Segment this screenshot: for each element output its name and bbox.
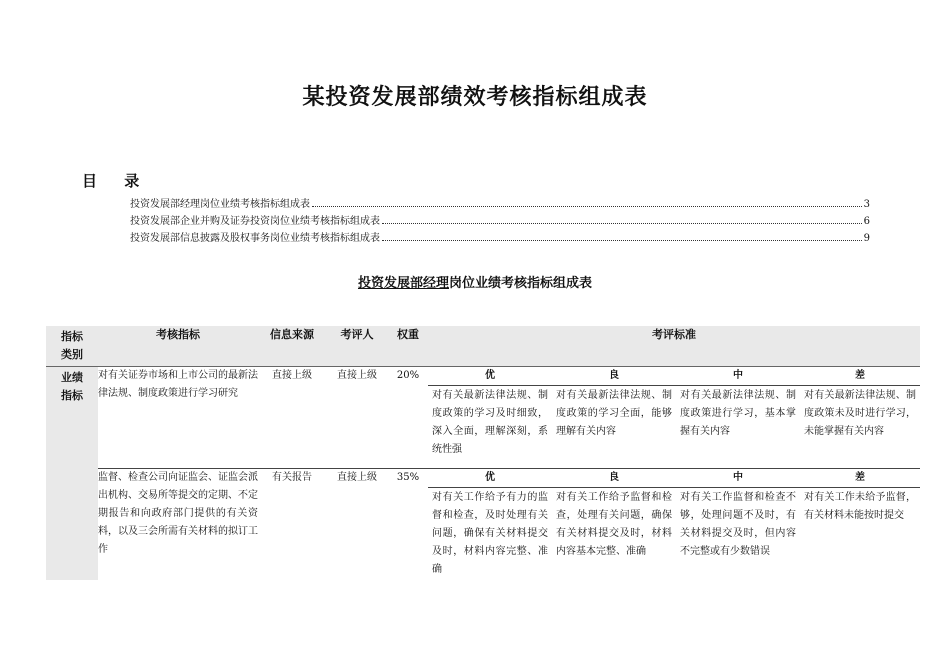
table-of-contents	[130, 196, 870, 247]
toc-entry[interactable]	[130, 213, 870, 230]
criteria-good-cell	[552, 469, 676, 581]
criteria-poor-text: 对有关工作未给予监督，有关材料未能按时提交	[804, 492, 916, 521]
criteria-average-text: 对有关最新法律法规、制度政策进行学习，基本掌握有关内容	[680, 390, 796, 437]
evaluator-cell: 直接上级	[337, 370, 377, 381]
document-title: 某投资发展部绩效考核指标组成表	[302, 85, 648, 110]
criteria-good-cell	[552, 367, 676, 469]
toc-entry-title: 投资发展部信息披露及股权事务岗位业绩考核指标组成表	[130, 233, 380, 244]
toc-entry-page: 9	[863, 233, 870, 244]
criteria-excellent-cell	[428, 469, 552, 581]
criteria-poor-cell	[800, 367, 920, 469]
criteria-average-cell	[676, 469, 800, 581]
criteria-good-text: 对有关最新法律法规、制度政策的学习全面，能够理解有关内容	[556, 390, 672, 437]
toc-entry-page: 3	[863, 199, 870, 210]
section-title	[0, 272, 950, 291]
header-weight: 权重	[388, 326, 428, 367]
category-cell	[46, 367, 98, 581]
category-label: 业绩指标	[61, 371, 83, 402]
header-criteria: 考评标准	[428, 326, 920, 367]
section-title-rest: 岗位业绩考核指标组成表	[449, 276, 593, 291]
header-evaluator: 考评人	[326, 326, 388, 367]
toc-heading: 目 录	[82, 172, 140, 190]
toc-leader-dots	[382, 223, 862, 224]
level-label-poor: 差	[800, 367, 920, 386]
section-title-underlined: 投资发展部经理	[357, 276, 449, 291]
criteria-average-cell	[676, 367, 800, 469]
header-category: 指标类别	[46, 326, 98, 367]
level-label-poor: 差	[800, 469, 920, 488]
table-header-row	[46, 326, 920, 367]
level-label-good: 良	[552, 469, 676, 488]
weight-cell: 35%	[388, 469, 428, 581]
header-source: 信息来源	[258, 326, 326, 367]
source-cell: 有关报告	[258, 469, 326, 581]
kpi-table	[46, 326, 920, 580]
criteria-poor-text: 对有关最新法律法规、制度政策未及时进行学习，未能掌握有关内容	[804, 390, 916, 437]
indicator-cell: 对有关证券市场和上市公司的最新法律法规、制度政策进行学习研究	[98, 370, 258, 399]
level-label-average: 中	[676, 367, 800, 386]
criteria-good-text: 对有关工作给予监督和检查，处理有关问题，确保有关材料提交及时，材料内容基本完整、准确	[556, 492, 672, 557]
table-row	[46, 469, 920, 581]
level-label-excellent: 优	[428, 367, 552, 386]
toc-entry-title: 投资发展部经理岗位业绩考核指标组成表	[130, 199, 310, 210]
toc-leader-dots	[312, 206, 862, 207]
source-cell: 直接上级	[272, 370, 312, 381]
weight-cell: 20%	[396, 370, 420, 381]
level-label-good: 良	[552, 367, 676, 386]
toc-entry-page: 6	[863, 216, 870, 227]
level-label-average: 中	[676, 469, 800, 488]
criteria-excellent-cell	[428, 367, 552, 469]
criteria-excellent-text: 对有关工作给予有力的监督和检查，及时处理有关问题，确保有关材料提交及时，材料内容完整、准确	[432, 492, 548, 575]
toc-entry[interactable]	[130, 196, 870, 213]
toc-entry[interactable]	[130, 230, 870, 247]
indicator-cell: 监督、检查公司向证监会、证监会派出机构、交易所等提交的定期、不定期报告和向政府部门提供的有关资料，以及三会所需有关材料的拟订工作	[98, 469, 258, 581]
evaluator-cell: 直接上级	[326, 469, 388, 581]
table-row	[46, 367, 920, 469]
criteria-excellent-text: 对有关最新法律法规、制度政策的学习及时细致，深入全面，理解深刻，系统性强	[432, 390, 548, 455]
criteria-poor-cell	[800, 469, 920, 581]
criteria-average-text: 对有关工作监督和检查不够，处理问题不及时，有关材料提交及时，但内容不完整或有少数错误	[680, 492, 796, 557]
header-indicator: 考核指标	[98, 326, 258, 367]
toc-leader-dots	[382, 240, 862, 241]
toc-entry-title: 投资发展部企业并购及证券投资岗位业绩考核指标组成表	[130, 216, 380, 227]
level-label-excellent: 优	[428, 469, 552, 488]
